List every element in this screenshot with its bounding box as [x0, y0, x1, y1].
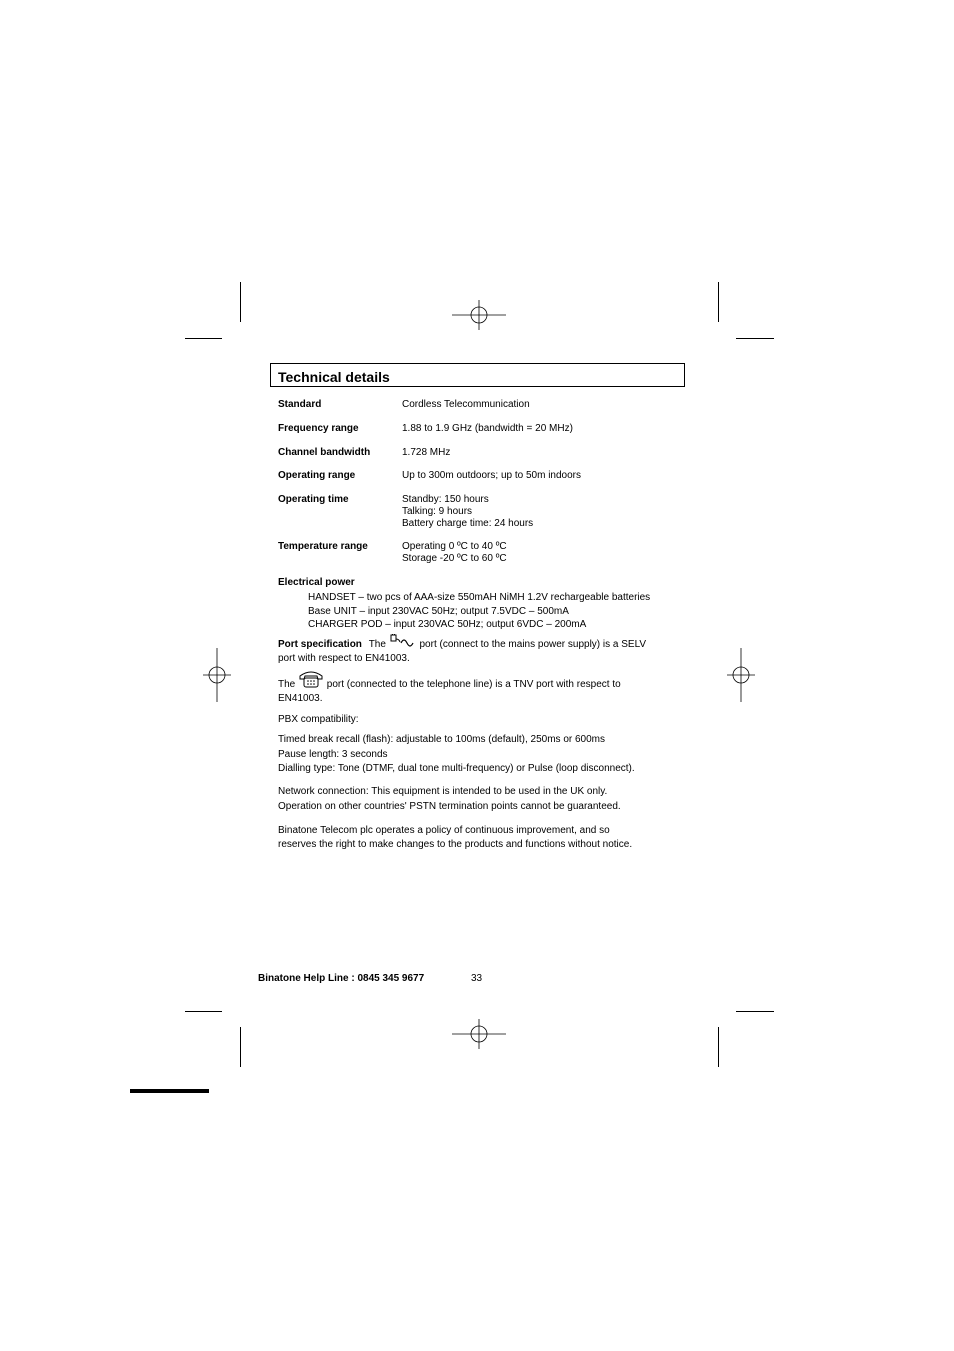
- registration-mark-icon: [203, 648, 231, 702]
- spec-value-temperature-storage: Storage -20 ºC to 60 ºC: [402, 553, 507, 564]
- port-spec-phone-text: port (connected to the telephone line) is a TNV port with respect to: [326, 679, 621, 690]
- spec-label-temperature-range: Temperature range: [278, 541, 368, 552]
- crop-mark: [240, 282, 241, 322]
- spec-label-standard: Standard: [278, 399, 322, 410]
- crop-mark: [718, 1027, 719, 1067]
- network-connection-line-1: Network connection: This equipment is intended to be used in the UK only.: [278, 786, 608, 797]
- spec-value-channel-bandwidth: 1.728 MHz: [402, 447, 451, 458]
- crop-mark: [736, 338, 774, 339]
- policy-line-2: reserves the right to make changes to the products and functions without notice.: [278, 839, 633, 850]
- electrical-power-base-unit: Base UNIT – input 230VAC 50Hz; output 7.5VDC – 500mA: [308, 606, 569, 617]
- spec-value-operating-time-standby: Standby: 150 hours: [402, 494, 489, 505]
- section-title-box: [270, 363, 685, 387]
- network-connection-line-2: Operation on other countries' PSTN termination points cannot be guaranteed.: [278, 801, 621, 812]
- crop-mark: [240, 1027, 241, 1067]
- color-bar: [130, 1089, 209, 1093]
- electrical-power-charger-pod: CHARGER POD – input 230VAC 50Hz; output 6VDC – 200mA: [308, 619, 587, 630]
- crop-mark: [185, 338, 222, 339]
- electrical-power-label: Electrical power: [278, 577, 355, 588]
- footer-helpline: Binatone Help Line : 0845 345 9677: [258, 973, 425, 984]
- spec-label-operating-range: Operating range: [278, 470, 356, 481]
- port-spec-the-1: The: [368, 639, 386, 650]
- port-spec-line-1: [278, 638, 646, 652]
- registration-mark-icon: [727, 648, 755, 702]
- page-number: 33: [471, 973, 483, 984]
- port-spec-label: Port specification: [278, 639, 362, 650]
- policy-line-1: Binatone Telecom plc operates a policy of continuous improvement, and so: [278, 825, 610, 836]
- crop-mark: [185, 1011, 222, 1012]
- spec-value-standard: Cordless Telecommunication: [402, 399, 530, 410]
- power-adapter-icon: [389, 634, 417, 648]
- crop-mark: [718, 282, 719, 322]
- registration-mark-icon: [452, 1019, 506, 1049]
- crop-mark: [736, 1011, 774, 1012]
- spec-value-operating-time-charge: Battery charge time: 24 hours: [402, 518, 534, 529]
- electrical-power-handset: HANDSET – two pcs of AAA-size 550mAH NiMH 1.2V rechargeable batteries: [308, 592, 651, 603]
- pbx-pause-length: Pause length: 3 seconds: [278, 749, 388, 760]
- pbx-heading: PBX compatibility:: [278, 714, 359, 725]
- telephone-socket-icon: [298, 670, 324, 688]
- spec-label-operating-time: Operating time: [278, 494, 349, 505]
- registration-mark-icon: [452, 300, 506, 330]
- spec-label-frequency-range: Frequency range: [278, 423, 359, 434]
- spec-value-frequency-range: 1.88 to 1.9 GHz (bandwidth = 20 MHz): [402, 423, 573, 434]
- port-spec-line-4: EN41003.: [278, 693, 323, 704]
- port-spec-power-text: port (connect to the mains power supply) is a SELV: [419, 639, 647, 650]
- port-spec-line-3: [278, 678, 621, 692]
- pbx-dialling-type: Dialling type: Tone (DTMF, dual tone multi-frequency) or Pulse (loop disconnect).: [278, 763, 635, 774]
- spec-value-operating-time-talking: Talking: 9 hours: [402, 506, 473, 517]
- spec-label-channel-bandwidth: Channel bandwidth: [278, 447, 371, 458]
- port-spec-line-2: port with respect to EN41003.: [278, 653, 410, 664]
- section-title: Technical details: [278, 369, 390, 385]
- pbx-timed-break-recall: Timed break recall (flash): adjustable to 100ms (default), 250ms or 600ms: [278, 734, 605, 745]
- spec-value-temperature-operating: Operating 0 ºC to 40 ºC: [402, 541, 507, 552]
- spec-value-operating-range: Up to 300m outdoors; up to 50m indoors: [402, 470, 581, 481]
- port-spec-the-2: The: [278, 679, 296, 690]
